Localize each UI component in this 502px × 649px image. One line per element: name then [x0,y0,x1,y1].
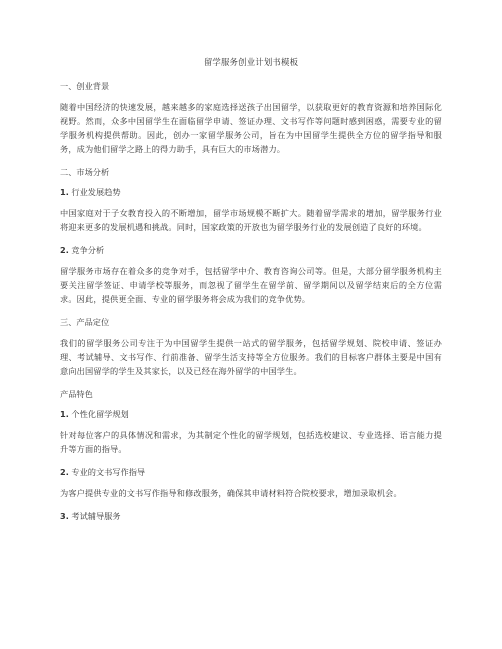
subsection-title: 竞争分析 [71,245,105,255]
subsection-heading [60,186,442,198]
paragraph: 我们的留学服务公司专注于为中国留学生提供一站式的留学服务，包括留学规划、院校申请、签证办理、考试辅导、文书写作、行前准备、留学生活支持等全方位服务。我们的目标客户群体主要是中国有意向出国留学的学生及其家长，以及已经在海外留学的中国学生。 [60,338,442,376]
section-heading: 三、产品定位 [60,317,110,327]
subsection-number: 3. [60,511,69,521]
subsection-title: 专业的文书写作指导 [71,467,146,477]
subsection-heading [60,244,442,256]
section-heading: 二、市场分析 [60,167,110,177]
document-body [60,80,442,522]
paragraph: 随着中国经济的快速发展，越来越多的家庭选择送孩子出国留学，以获取更好的教育资源和培养国际化视野。然而，众多中国留学生在面临留学申请、签证办理、文书写作等问题时感到困惑，需要专业的留学服务机构提供帮助。因此，创办一家留学服务公司，旨在为中国留学生提供全方位的留学指导和服务，成为他们留学之路上的得力助手，具有巨大的市场潜力。 [60,102,442,154]
subsection-title: 个性化留学规划 [71,409,129,419]
subsection-number: 1. [60,409,69,419]
subsection-number: 2. [60,245,69,255]
subsection-heading [60,510,442,522]
paragraph: 中国家庭对于子女教育投入的不断增加，留学市场规模不断扩大。随着留学需求的增加，留学服务行业将迎来更多的发展机遇和挑战。同时，国家政策的开放也为留学服务行业的发展创造了良好的环境。 [60,208,442,232]
paragraph: 针对每位客户的具体情况和需求，为其制定个性化的留学规划，包括选校建议、专业选择、语言能力提升等方面的指导。 [60,430,442,454]
subsection-number: 1. [60,187,69,197]
subsection-number: 2. [60,467,69,477]
subsection-title: 考试辅导服务 [71,511,121,521]
subsection-heading [60,408,442,420]
subsection-title: 行业发展趋势 [71,187,121,197]
paragraph: 留学服务市场存在着众多的竞争对手，包括留学中介、教育咨询公司等。但是，大部分留学服务机构主要关注留学签证、申请学校等服务，而忽视了留学生在留学前、留学期间以及留学结束后的全方位需求。因此，提供更全面、专业的留学服务将会成为我们的竞争优势。 [60,266,442,304]
section-heading: 产品特色 [60,389,93,399]
subsection-heading [60,466,442,478]
document-title: 留学服务创业计划书模板 [203,57,299,67]
section-heading: 一、创业背景 [60,81,110,91]
paragraph: 为客户提供专业的文书写作指导和修改服务，确保其申请材料符合院校要求，增加录取机会。 [60,488,402,498]
